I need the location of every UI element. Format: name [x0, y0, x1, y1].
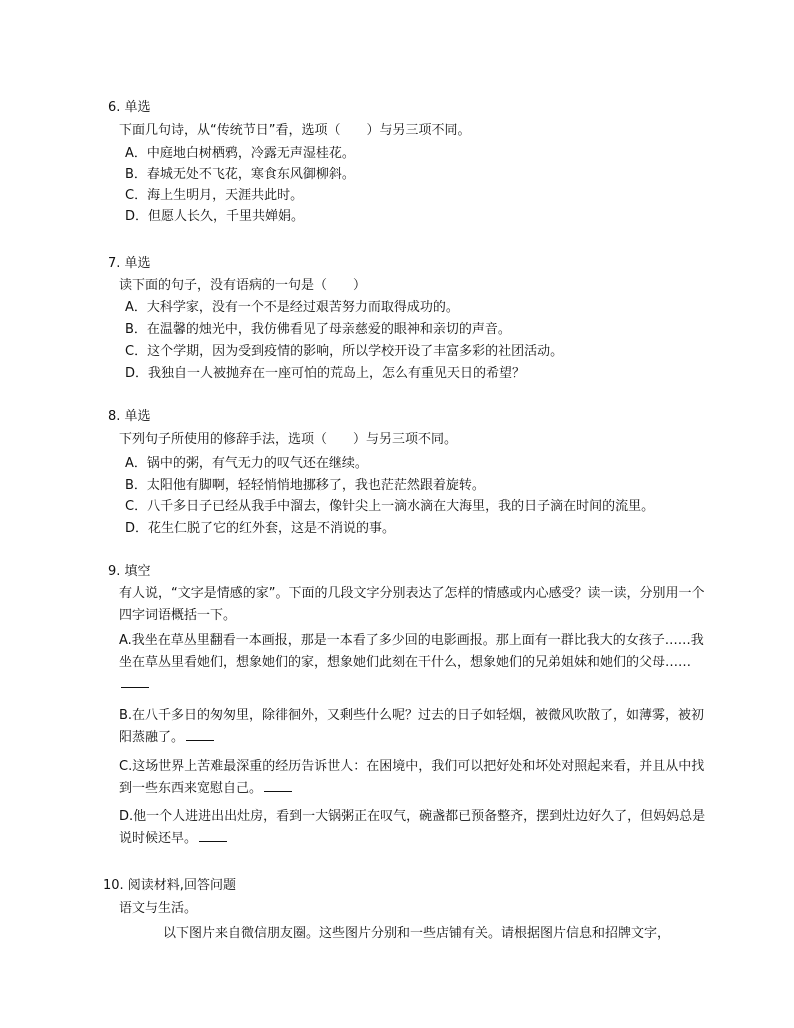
question-9-passage-b	[119, 705, 709, 749]
question-8-heading: 8. 单选	[108, 409, 151, 424]
question-6-option-b: B．春城无处不飞花，寒食东风御柳斜。	[125, 167, 355, 182]
question-9-passage-c	[119, 756, 709, 800]
question-8-option-d: D．花生仁脱了它的红外套，这是不消说的事。	[125, 521, 396, 536]
answer-blank-a[interactable]	[121, 675, 149, 688]
question-6-option-c: C．海上生明月，天涯共此时。	[125, 188, 304, 203]
question-7-option-c: C．这个学期，因为受到疫情的影响，所以学校开设了丰富多彩的社团活动。	[125, 344, 564, 359]
question-6-option-a: A．中庭地白树栖鸦，冷露无声湿桂花。	[125, 146, 355, 161]
question-7-option-b: B．在温馨的烛光中，我仿佛看见了母亲慈爱的眼神和亲切的声音。	[125, 322, 511, 337]
question-7-option-a: A．大科学家，没有一个不是经过艰苦努力而取得成功的。	[125, 300, 459, 315]
answer-blank-b[interactable]	[186, 728, 214, 741]
passage-c-text: C.这场世界上苦难最深重的经历告诉世人：在困境中，我们可以把好处和坏处对照起来看，并且从中找到一些东西来宽慰自己。	[119, 759, 705, 796]
question-6-stem: 下面几句诗，从“传统节日”看，选项（ ）与另三项不同。	[119, 123, 471, 138]
question-8-option-a: A．锅中的粥，有气无力的叹气还在继续。	[125, 456, 368, 471]
question-6-heading: 6. 单选	[108, 100, 151, 115]
question-7-stem: 读下面的句子，没有语病的一句是（ ）	[119, 278, 367, 293]
question-10-subheading: 语文与生活。	[119, 901, 198, 916]
answer-blank-c[interactable]	[264, 779, 292, 792]
answer-blank-d[interactable]	[199, 829, 227, 842]
question-9-intro: 有人说，“文字是情感的家”。下面的几段文字分别表达了怎样的情感或内心感受？读一读，分别用一个四字词语概括一下。	[119, 586, 705, 623]
question-10-intro: 以下图片来自微信朋友圈。这些图片分别和一些店铺有关。请根据图片信息和招牌文字，	[163, 926, 671, 941]
question-9-passage-a	[119, 630, 709, 696]
question-7-heading: 7. 单选	[108, 256, 151, 271]
question-6-option-d: D．但愿人长久，千里共婵娟。	[125, 209, 305, 224]
passage-b-text: B.在八千多日的匆匆里，除徘徊外，又剩些什么呢？过去的日子如轻烟，被微风吹散了，如薄雾，被初阳蒸融了。	[119, 708, 705, 745]
question-8-option-b: B．太阳他有脚啊，轻轻悄悄地挪移了，我也茫茫然跟着旋转。	[125, 478, 485, 493]
question-9-heading: 9. 填空	[108, 564, 151, 579]
question-9-passage-d	[119, 806, 709, 850]
question-8-stem: 下列句子所使用的修辞手法，选项（ ）与另三项不同。	[119, 432, 458, 447]
passage-a-text: A.我坐在草丛里翻看一本画报，那是一本看了多少回的电影画报。那上面有一群比我大的女孩子……我坐在草丛里看她们，想象她们的家，想象她们此刻在干什么，想象她们的兄弟姐妹和她们的父母……	[119, 633, 704, 670]
question-7-option-d: D．我独自一人被抛弃在一座可怕的荒岛上，怎么有重见天日的希望？	[125, 366, 526, 381]
question-10-heading: 10. 阅读材料,回答问题	[103, 878, 236, 893]
question-8-option-c: C．八千多日子已经从我手中溜去，像针尖上一滴水滴在大海里，我的日子滴在时间的流里。	[125, 499, 655, 514]
passage-d-text: D.他一个人进进出出灶房，看到一大锅粥正在叹气，碗盏都已预备整齐，摆到灶边好久了，但妈妈总是说时候还早。	[119, 809, 706, 846]
